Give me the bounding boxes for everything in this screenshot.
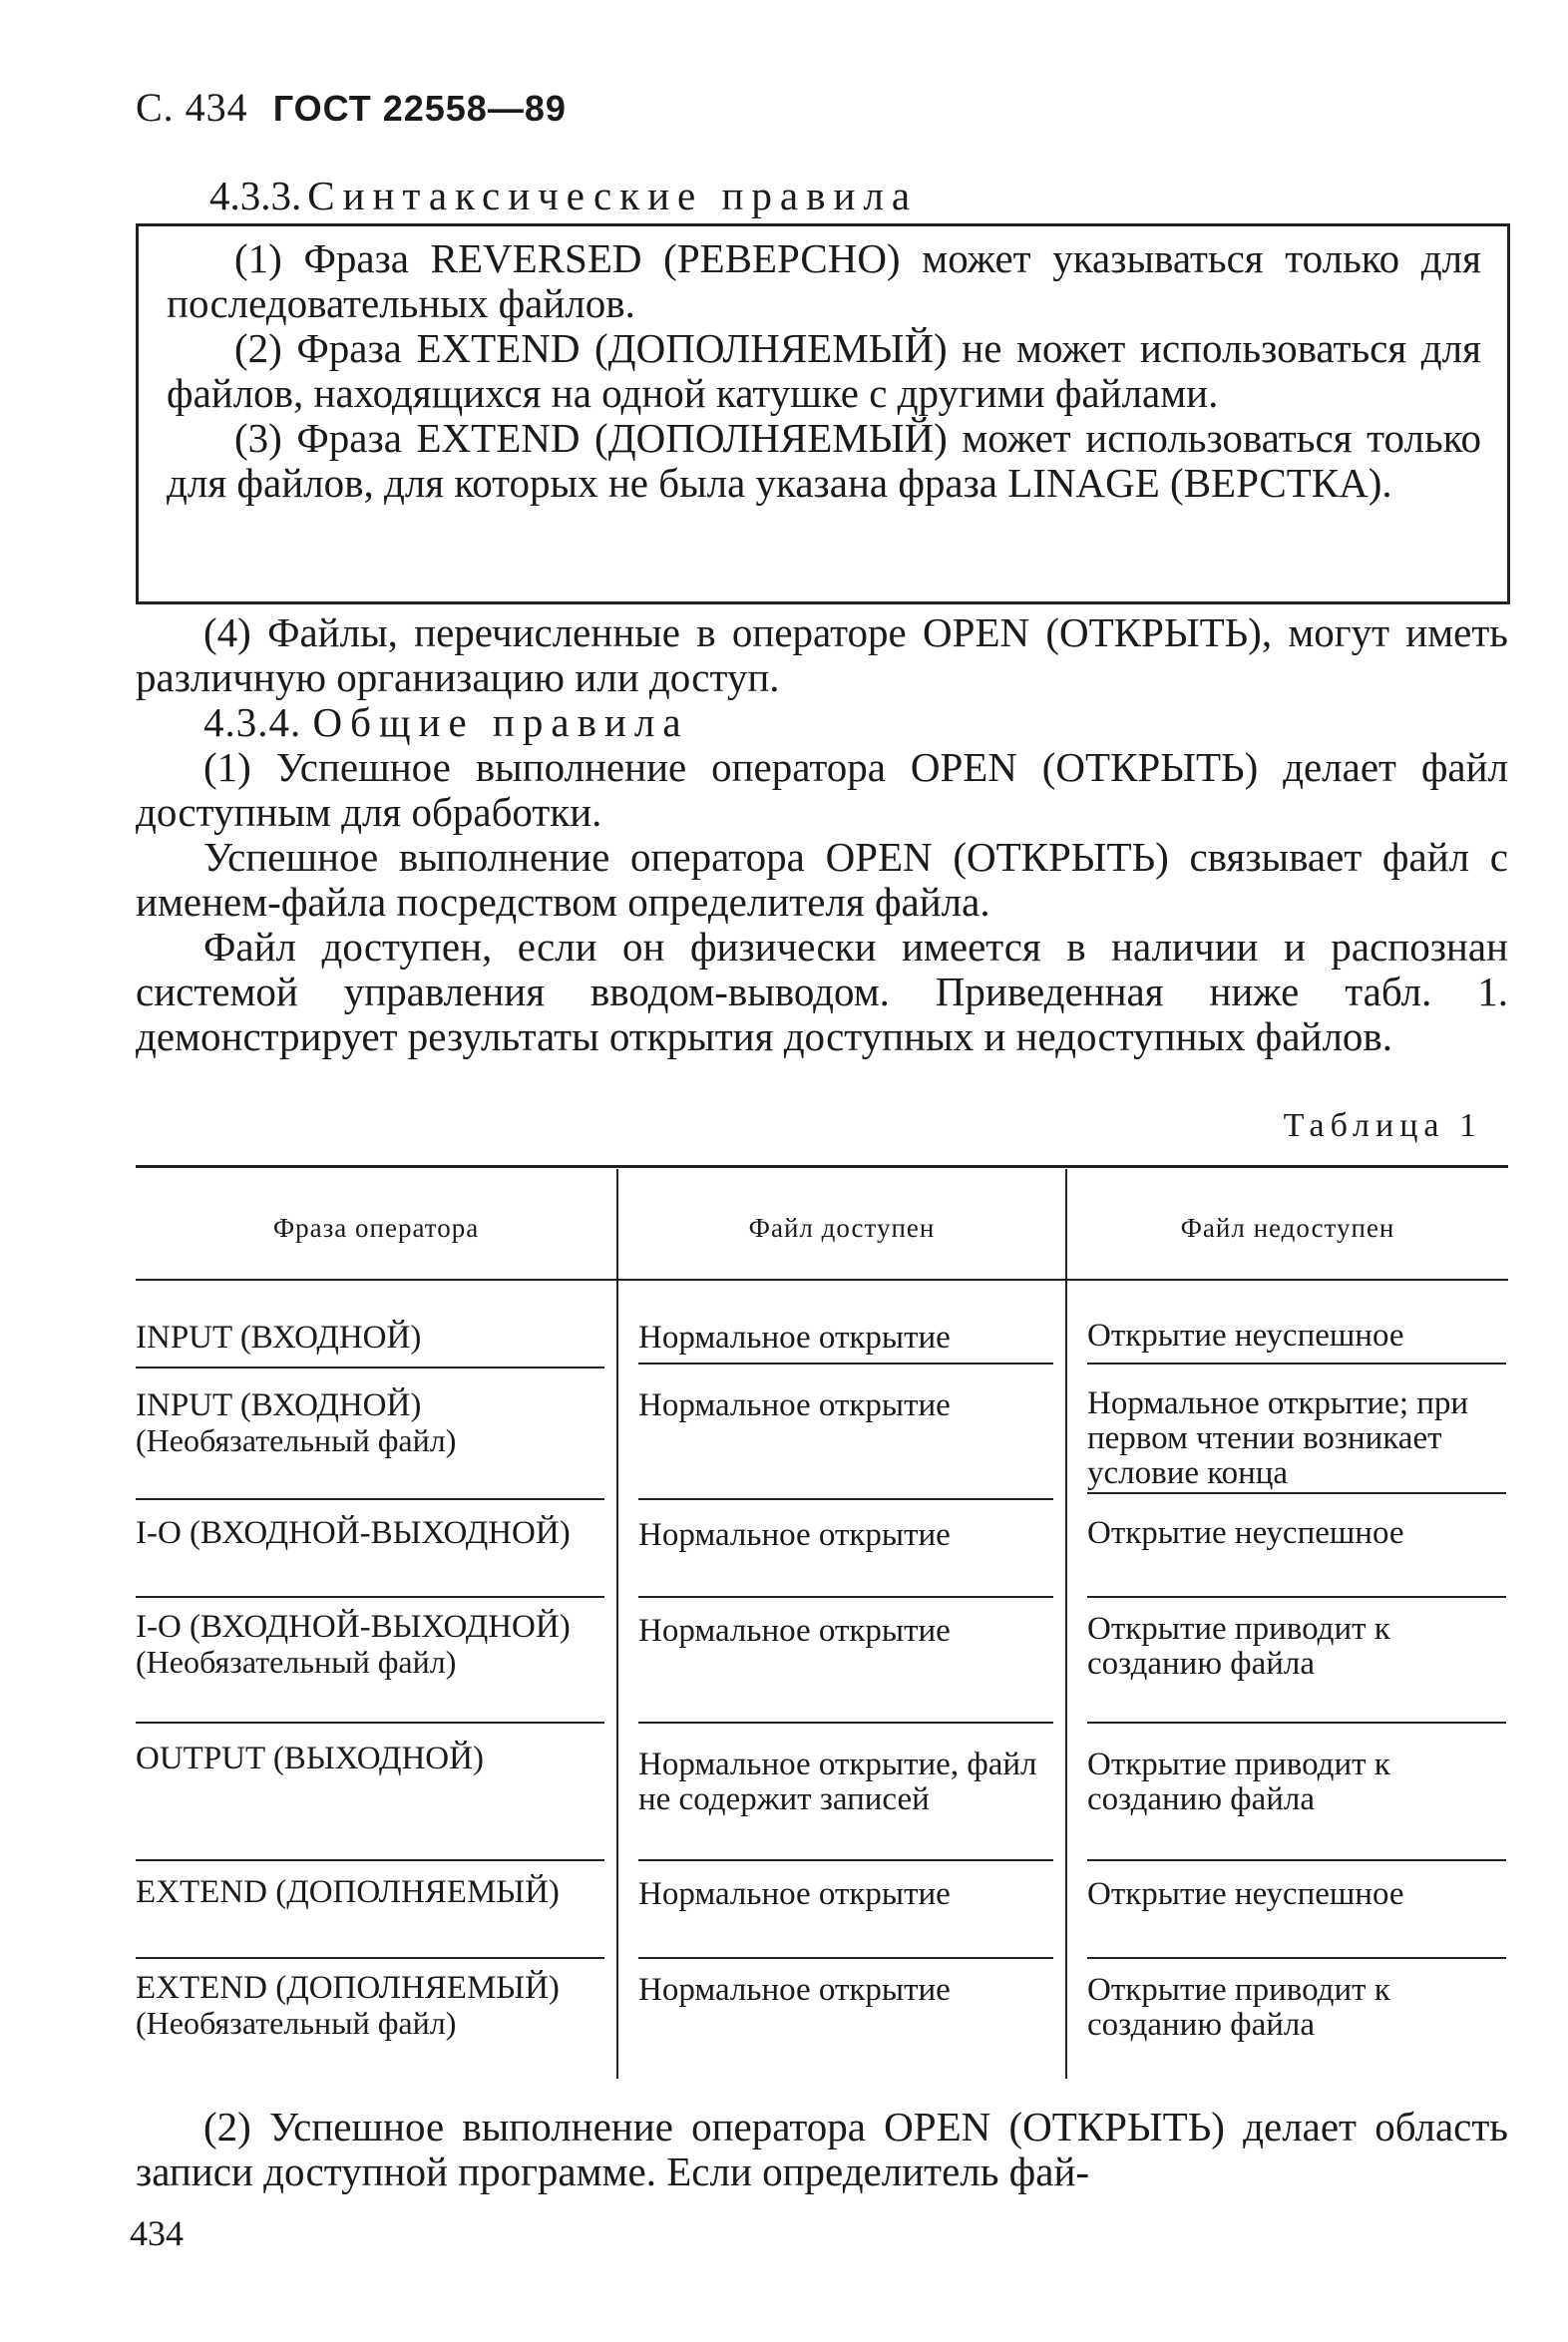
row-available: Нормальное открытие xyxy=(638,1876,951,1912)
row-phrase: OUTPUT (ВЫХОДНОЙ) xyxy=(136,1741,484,1776)
row-available: Нормальное открытие xyxy=(638,1320,951,1356)
row-divider xyxy=(638,1363,1053,1365)
general-para-3: Файл доступен, если он физически имеется в наличии и распознан системой управления вводом-выводом. Приведенная ниже табл. 1. демонстрирует результаты открытия доступных и недоступных файлов. xyxy=(136,924,1508,1059)
table-header-unavailable: Файл недоступен xyxy=(1180,1213,1395,1243)
table-header-rule xyxy=(136,1279,1508,1281)
after-table-text xyxy=(136,2105,1508,2194)
general-para-1: (1) Успешное выполнение оператора OPEN (ОТКРЫТЬ) делает файл доступным для обработки. xyxy=(136,744,1508,835)
row-phrase: EXTEND (ДОПОЛНЯЕМЫЙ) xyxy=(136,1970,560,2006)
row-divider xyxy=(136,1596,604,1598)
row-unavailable: Нормальное открытие; при первом чтении возникает условие конца xyxy=(1087,1385,1469,1491)
row-available: Нормальное открытие xyxy=(638,1613,951,1649)
table-row xyxy=(136,1742,604,1776)
row-available: Нормальное открытие xyxy=(638,1972,951,2008)
table-row xyxy=(136,1610,604,1680)
row-unavailable: Открытие неуспешное xyxy=(1087,1318,1404,1354)
row-divider xyxy=(136,1957,604,1959)
column-divider-1 xyxy=(616,1169,618,2079)
section-title: Общие правила xyxy=(312,699,689,745)
row-divider xyxy=(1087,1722,1506,1724)
row-note: (Необязательный файл) xyxy=(136,1644,457,1680)
row-phrase: I-O (ВХОДНОЙ-ВЫХОДНОЙ) xyxy=(136,1609,571,1645)
row-divider xyxy=(638,1498,1053,1500)
table-row xyxy=(136,1516,604,1551)
table-row xyxy=(136,1321,604,1356)
row-divider xyxy=(1087,1596,1506,1598)
row-divider xyxy=(638,1859,1053,1861)
rule-3: (3) Фраза EXTEND (ДОПОЛНЯЕМЫЙ) может использоваться только для файлов, для которых не была указана фраза LINAGE (ВЕРСТКА). xyxy=(167,415,1481,506)
section-number: 4.3.3. xyxy=(209,173,302,218)
row-divider xyxy=(1087,1957,1506,1959)
table-row xyxy=(136,1971,604,2041)
row-available: Нормальное открытие xyxy=(638,1387,951,1423)
rule-4: (4) Файлы, перечисленные в операторе OPEN (ОТКРЫТЬ), могут иметь различную организацию или доступ. xyxy=(136,609,1508,700)
row-phrase: INPUT (ВХОДНОЙ) xyxy=(136,1320,422,1356)
row-divider xyxy=(1087,1492,1506,1494)
row-divider xyxy=(136,1498,604,1500)
row-available: Нормальное открытие, файл не содержит записей xyxy=(638,1747,1037,1817)
rule-2: (2) Фраза EXTEND (ДОПОЛНЯЕМЫЙ) не может использоваться для файлов, находящихся на одной катушке с другими файлами. xyxy=(167,325,1481,416)
row-note: (Необязательный файл) xyxy=(136,1422,457,1458)
row-divider xyxy=(638,1957,1053,1959)
table-title: Таблица 1 xyxy=(1283,1107,1482,1144)
row-note: (Необязательный файл) xyxy=(136,2005,457,2041)
table-row xyxy=(136,1875,604,1910)
column-divider-2 xyxy=(1065,1169,1067,2079)
general-para-4: (2) Успешное выполнение оператора OPEN (ОТКРЫТЬ) делает область записи доступной программе. Если определитель фай- xyxy=(136,2104,1508,2194)
section-title: Синтаксические правила xyxy=(307,173,919,218)
row-divider xyxy=(1087,1859,1506,1861)
table-row xyxy=(136,1388,604,1458)
row-unavailable: Открытие приводит к созданию файла xyxy=(1087,1611,1390,1682)
row-divider xyxy=(136,1366,604,1368)
page-number: 434 xyxy=(130,2213,184,2253)
row-unavailable: Открытие неуспешное xyxy=(1087,1876,1404,1912)
row-divider xyxy=(638,1596,1053,1598)
table-top-rule xyxy=(136,1165,1508,1168)
row-divider xyxy=(136,1859,604,1861)
row-phrase: I-O (ВХОДНОЙ-ВЫХОДНОЙ) xyxy=(136,1515,571,1551)
table-header-phrase: Фраза оператора xyxy=(272,1213,480,1243)
row-divider xyxy=(1087,1363,1506,1365)
row-phrase: EXTEND (ДОПОЛНЯЕМЫЙ) xyxy=(136,1874,560,1910)
row-divider xyxy=(136,1722,604,1724)
section-number: 4.3.4. xyxy=(203,699,302,745)
rule-1: (1) Фраза REVERSED (РЕВЕРСНО) может указываться только для последовательных файлов. xyxy=(167,235,1481,326)
row-unavailable: Открытие приводит к созданию файла xyxy=(1087,1747,1390,1817)
standard-id: ГОСТ 22558—89 xyxy=(272,88,567,129)
table-header-available: Файл доступен xyxy=(748,1213,936,1243)
row-unavailable: Открытие неуспешное xyxy=(1087,1515,1404,1551)
general-para-2: Успешное выполнение оператора OPEN (ОТКРЫТЬ) связывает файл с именем-файла посредством определителя файла. xyxy=(136,834,1508,925)
row-available: Нормальное открытие xyxy=(638,1517,951,1553)
page-reference: С. 434 xyxy=(136,85,248,130)
row-phrase: INPUT (ВХОДНОЙ) xyxy=(136,1387,422,1423)
row-unavailable: Открытие приводит к созданию файла xyxy=(1087,1972,1390,2043)
row-divider xyxy=(638,1722,1053,1724)
